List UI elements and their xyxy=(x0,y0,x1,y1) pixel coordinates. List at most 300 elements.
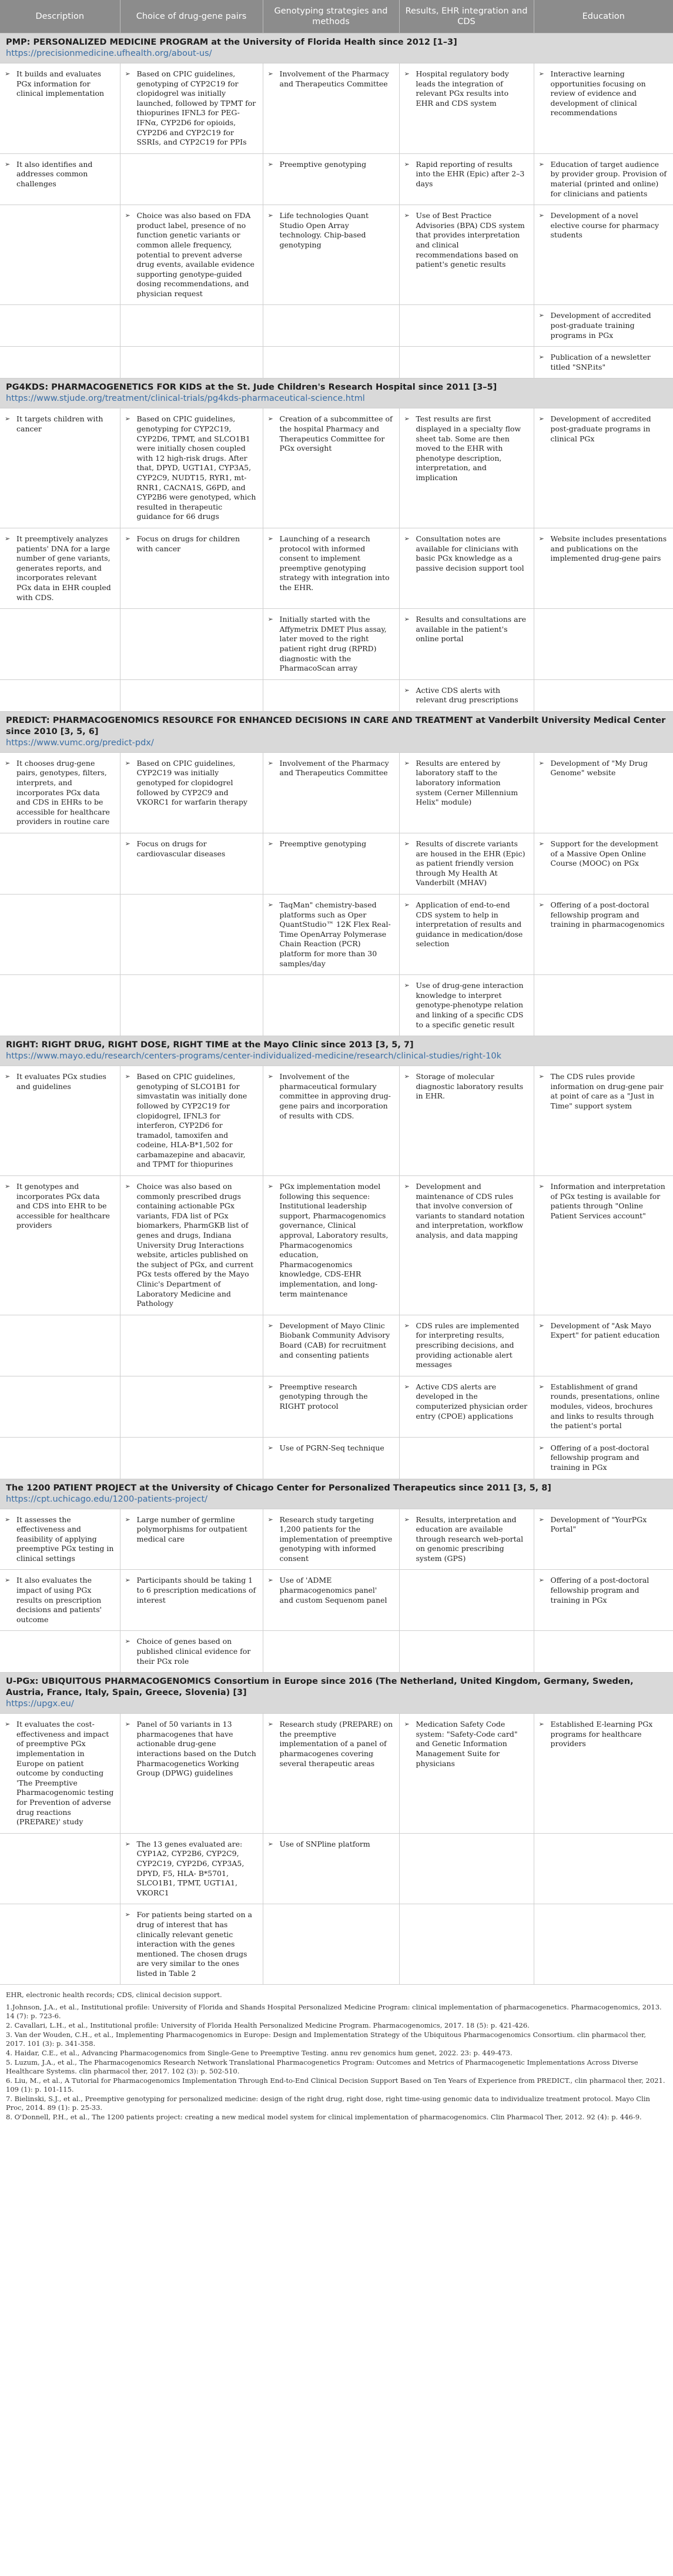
reference-item: 5. Luzum, J.A., et al., The Pharmacogenomics Research Network Translational Pharmacogenetics Program: Outcomes and Metrics of Pharmacogenetic Implementations Across Diverse Healthcare Systems. clin pharmacol ther, 2017. 102 (3): p. 502-510. xyxy=(6,2058,638,2076)
arrow-bullet-icon: ➢ xyxy=(538,840,544,848)
arrow-bullet-icon: ➢ xyxy=(125,212,130,220)
cell-genotyping xyxy=(263,1714,399,1834)
cell-results-ehr-cds xyxy=(399,1509,534,1570)
list-item xyxy=(404,900,528,949)
cell-education xyxy=(534,752,673,833)
table-row xyxy=(0,1833,673,1904)
arrow-bullet-icon: ➢ xyxy=(267,1515,273,1523)
list-item xyxy=(268,1840,393,1850)
list-item xyxy=(125,1515,257,1545)
cell-text: Research study (PREPARE) on the preemptive implementation of a panel of pharmacogenes covering several therapeutic areas xyxy=(279,1720,393,1768)
list-item xyxy=(268,69,393,89)
cell-genotyping xyxy=(263,1833,399,1904)
arrow-bullet-icon: ➢ xyxy=(267,1382,273,1391)
arrow-bullet-icon: ➢ xyxy=(538,1443,544,1452)
program-section-header xyxy=(0,1479,673,1509)
cell-drug-gene-pairs xyxy=(120,305,263,347)
table-row xyxy=(0,1066,673,1176)
cell-results-ehr-cds xyxy=(399,1066,534,1176)
list-item xyxy=(125,1182,257,1309)
cell-description xyxy=(0,1376,120,1437)
cell-drug-gene-pairs xyxy=(120,679,263,711)
cell-text: Rapid reporting of results into the EHR (Epic) after 2–3 days xyxy=(416,159,525,188)
list-item xyxy=(539,353,668,372)
list-item xyxy=(268,1382,393,1412)
list-item xyxy=(5,1515,114,1564)
reference-item: 8. O'Donnell, P.H., et al., The 1200 patients project: creating a new medical model system for clinical implementation of pharmacogenomics. Clin Pharmacol Ther, 2012. 92 (4): p. 446-9. xyxy=(6,2113,642,2122)
cell-text: Use of drug-gene interaction knowledge to interpret genotype-phenotype relation and linking of a specific CDS to a specific genetic result xyxy=(416,981,524,1029)
program-link[interactable]: https://www.vumc.org/predict-pdx/ xyxy=(6,738,154,748)
arrow-bullet-icon: ➢ xyxy=(5,1073,11,1081)
arrow-bullet-icon: ➢ xyxy=(538,353,544,361)
cell-text: Use of Best Practice Advisories (BPA) CDS system that provides interpretation and clinical recommendations based on patient's genetic results xyxy=(416,211,525,269)
table-row xyxy=(0,833,673,895)
cell-drug-gene-pairs xyxy=(120,1833,263,1904)
program-section-cell xyxy=(0,1479,673,1509)
arrow-bullet-icon: ➢ xyxy=(538,1321,544,1329)
cell-results-ehr-cds xyxy=(399,305,534,347)
cell-drug-gene-pairs xyxy=(120,205,263,305)
list-item xyxy=(268,1720,393,1768)
program-link[interactable]: https://upgx.eu/ xyxy=(6,1699,74,1709)
table-row xyxy=(0,975,673,1036)
cell-drug-gene-pairs xyxy=(120,1509,263,1570)
cell-text: Based on CPIC guidelines, genotyping of SLCO1B1 for simvastatin was initially done followed by CYP2C19 for clopidogrel, IFNL3 for interferon, CYP2D6 for tramadol, tamoxifen and codeine, HLA-B*1,502 for carbamazepine and abacavir, and TPMT for thiopurines xyxy=(136,1072,247,1169)
list-item xyxy=(539,160,668,199)
cell-text: It evaluates PGx studies and guidelines xyxy=(16,1072,106,1091)
cell-description xyxy=(0,1437,120,1479)
footnote: EHR, electronic health records; CDS, clinical decision support. xyxy=(6,1991,222,1999)
header-results-ehr-cds: Results, EHR integration and CDS xyxy=(399,0,534,34)
cell-description xyxy=(0,1904,120,1985)
list-item xyxy=(268,414,393,453)
cell-text: Establishment of grand rounds, presentations, online modules, videos, brochures and links to results through the patient's portal xyxy=(550,1382,660,1431)
cell-drug-gene-pairs xyxy=(120,1570,263,1631)
program-title: PREDICT: PHARMACOGENOMICS RESOURCE FOR ENHANCED DECISIONS IN CARE AND TREATMENT at Vanderbilt University Medical Center since 2010 [3, 5, 6] xyxy=(6,715,666,736)
cell-genotyping xyxy=(263,528,399,608)
cell-description xyxy=(0,408,120,528)
cell-text: Medication Safety Code system: "Safety-Code card" and Genetic Information Management Suite for physicians xyxy=(416,1720,518,1768)
cell-education xyxy=(534,1315,673,1376)
cell-text: Hospital regulatory body leads the integration of relevant PGx results into EHR and CDS system xyxy=(416,69,509,108)
table-row xyxy=(0,1176,673,1315)
arrow-bullet-icon: ➢ xyxy=(267,1443,273,1452)
arrow-bullet-icon: ➢ xyxy=(267,160,273,168)
arrow-bullet-icon: ➢ xyxy=(404,901,410,909)
arrow-bullet-icon: ➢ xyxy=(267,70,273,78)
arrow-bullet-icon: ➢ xyxy=(125,534,130,542)
cell-genotyping xyxy=(263,347,399,378)
cell-education xyxy=(534,975,673,1036)
table-row xyxy=(0,1315,673,1376)
list-item xyxy=(125,1072,257,1170)
cell-text: PGx implementation model following this sequence: Institutional leadership support, Pharmacogenomics governance, Clinical approval, Laboratory results, Pharmacogenomics education, Pharmacogenomics knowledge, CDS-EHR implementation, and long-term maintenance xyxy=(279,1182,389,1298)
arrow-bullet-icon: ➢ xyxy=(404,160,410,168)
cell-drug-gene-pairs xyxy=(120,609,263,680)
arrow-bullet-icon: ➢ xyxy=(404,1321,410,1329)
cell-text: Application of end-to-end CDS system to help in interpretation of results and guidance in medication/dose selection xyxy=(416,900,523,949)
arrow-bullet-icon: ➢ xyxy=(404,686,410,694)
cell-drug-gene-pairs xyxy=(120,408,263,528)
cell-genotyping xyxy=(263,1066,399,1176)
arrow-bullet-icon: ➢ xyxy=(267,1720,273,1729)
arrow-bullet-icon: ➢ xyxy=(267,759,273,767)
cell-text: It genotypes and incorporates PGx data and CDS into EHR to be accessible for healthcare providers xyxy=(16,1182,110,1230)
program-link[interactable]: https://precisionmedicine.ufhealth.org/about-us/ xyxy=(6,49,212,58)
list-item xyxy=(5,69,114,99)
list-item xyxy=(268,1443,393,1453)
cell-results-ehr-cds xyxy=(399,528,534,608)
list-item xyxy=(539,1515,668,1535)
arrow-bullet-icon: ➢ xyxy=(404,759,410,767)
cell-description xyxy=(0,528,120,608)
program-section-header xyxy=(0,1673,673,1714)
cell-text: Preemptive genotyping xyxy=(279,839,367,849)
list-item xyxy=(5,1720,114,1827)
cell-text: Panel of 50 variants in 13 pharmacogenes that have actionable drug-gene interactions based on the Dutch Pharmacogenetics Working Group (DPWG) guidelines xyxy=(136,1720,256,1778)
table-row xyxy=(0,1714,673,1834)
program-section-cell xyxy=(0,1673,673,1714)
cell-drug-gene-pairs xyxy=(120,1176,263,1315)
list-item xyxy=(404,160,528,189)
arrow-bullet-icon: ➢ xyxy=(5,160,11,168)
list-item xyxy=(125,839,257,859)
cell-education xyxy=(534,1570,673,1631)
table-row xyxy=(0,752,673,833)
cell-text: Consultation notes are available for clinicians with basic PGx knowledge as a passive decision support tool xyxy=(416,534,524,572)
cell-description xyxy=(0,679,120,711)
arrow-bullet-icon: ➢ xyxy=(267,1183,273,1191)
cell-description xyxy=(0,347,120,378)
arrow-bullet-icon: ➢ xyxy=(5,70,11,78)
list-item xyxy=(404,1182,528,1241)
cell-description xyxy=(0,1066,120,1176)
cell-text: Choice was also based on FDA product label, presence of no function genetic variants or common allele frequency, potential to prevent adverse drug events, available evidence supporting genotype-guided dosing recommendations, and physician request xyxy=(136,211,255,298)
list-item xyxy=(125,1576,257,1605)
table-row xyxy=(0,347,673,378)
cell-education xyxy=(534,528,673,608)
cell-drug-gene-pairs xyxy=(120,1437,263,1479)
cell-results-ehr-cds xyxy=(399,895,534,975)
arrow-bullet-icon: ➢ xyxy=(404,1073,410,1081)
cell-results-ehr-cds xyxy=(399,63,534,154)
cell-drug-gene-pairs xyxy=(120,63,263,154)
cell-description xyxy=(0,895,120,975)
list-item xyxy=(268,839,393,849)
cell-genotyping xyxy=(263,1315,399,1376)
cell-education xyxy=(534,1509,673,1570)
arrow-bullet-icon: ➢ xyxy=(267,1840,273,1848)
list-item xyxy=(268,759,393,778)
cell-education xyxy=(534,679,673,711)
table-row xyxy=(0,609,673,680)
list-item xyxy=(268,160,393,170)
table-header xyxy=(0,0,673,34)
cell-text: Development of "YourPGx Portal" xyxy=(550,1515,647,1534)
cell-genotyping xyxy=(263,679,399,711)
cell-education xyxy=(534,1437,673,1479)
list-item xyxy=(268,211,393,250)
header-genotyping: Genotyping strategies and methods xyxy=(263,0,399,34)
table-row xyxy=(0,895,673,975)
arrow-bullet-icon: ➢ xyxy=(404,840,410,848)
list-item xyxy=(539,1072,668,1111)
cell-text: Interactive learning opportunities focusing on review of evidence and development of clinical recommendations xyxy=(550,69,646,118)
cell-genotyping xyxy=(263,408,399,528)
arrow-bullet-icon: ➢ xyxy=(125,1515,130,1523)
list-item xyxy=(404,211,528,270)
program-section-header xyxy=(0,1036,673,1066)
reference-item: 3. Van der Wouden, C.H., et al., Implementing Pharmacogenomics in Europe: Design and Implementation Strategy of the Ubiquitous Pharmacogenomics Consortium. clin pharmacol ther, 2017. 101 (3): p. 341-358. xyxy=(6,2031,647,2048)
cell-text: Active CDS alerts with relevant drug prescriptions xyxy=(416,685,518,705)
cell-genotyping xyxy=(263,1376,399,1437)
cell-education xyxy=(534,305,673,347)
cell-text: The 13 genes evaluated are: CYP1A2, CYP2B6, CYP2C9, CYP2C19, CYP2D6, CYP3A5, DPYD, F5, HLA- B*5701, SLCO1B1, TPMT, UGT1A1, VKORC1 xyxy=(136,1839,245,1897)
list-item xyxy=(125,211,257,299)
cell-text: Information and interpretation of PGx testing is available for patients through "Online Patient Services account" xyxy=(550,1182,665,1220)
cell-results-ehr-cds xyxy=(399,1437,534,1479)
table-row xyxy=(0,408,673,528)
table-row xyxy=(0,63,673,154)
cell-text: Use of 'ADME pharmacogenomics panel' and custom Sequenom panel xyxy=(279,1576,387,1604)
arrow-bullet-icon: ➢ xyxy=(125,840,130,848)
cell-results-ehr-cds xyxy=(399,975,534,1036)
table-row xyxy=(0,1437,673,1479)
list-item xyxy=(268,615,393,674)
references-list xyxy=(6,2003,667,2122)
cell-text: Development of Mayo Clinic Biobank Community Advisory Board (CAB) for recruitment and consenting patients xyxy=(279,1321,390,1359)
list-item xyxy=(125,1637,257,1666)
cell-text: Use of SNPline platform xyxy=(279,1839,370,1848)
program-title: PG4KDS: PHARMACOGENETICS FOR KIDS at the St. Jude Children's Research Hospital since 2011 [3–5] xyxy=(6,383,497,393)
arrow-bullet-icon: ➢ xyxy=(538,160,544,168)
cell-genotyping xyxy=(263,1570,399,1631)
cell-text: Development of accredited post-graduate programs in clinical PGx xyxy=(550,414,651,443)
table-row xyxy=(0,1631,673,1673)
cell-education xyxy=(534,1904,673,1985)
cell-text: Use of PGRN-Seq technique xyxy=(279,1443,384,1452)
program-section-header xyxy=(0,711,673,752)
cell-drug-gene-pairs xyxy=(120,1904,263,1985)
list-item xyxy=(5,759,114,827)
table-row xyxy=(0,205,673,305)
cell-genotyping xyxy=(263,1176,399,1315)
cell-results-ehr-cds xyxy=(399,1631,534,1673)
arrow-bullet-icon: ➢ xyxy=(5,415,11,423)
list-item xyxy=(268,1072,393,1121)
arrow-bullet-icon: ➢ xyxy=(538,70,544,78)
list-item xyxy=(5,534,114,602)
list-item xyxy=(539,1720,668,1749)
cell-drug-gene-pairs xyxy=(120,1631,263,1673)
cell-description xyxy=(0,833,120,895)
cell-drug-gene-pairs xyxy=(120,153,263,205)
cell-education xyxy=(534,609,673,680)
cell-genotyping xyxy=(263,1509,399,1570)
table-row xyxy=(0,1509,673,1570)
list-item xyxy=(5,160,114,189)
arrow-bullet-icon: ➢ xyxy=(404,1183,410,1191)
list-item xyxy=(404,686,528,705)
list-item xyxy=(268,1321,393,1360)
list-item xyxy=(539,1382,668,1431)
cell-results-ehr-cds xyxy=(399,1176,534,1315)
cell-text: Involvement of the Pharmacy and Therapeutics Committee xyxy=(279,69,389,88)
cell-education xyxy=(534,408,673,528)
list-item xyxy=(539,414,668,444)
cell-text: Based on CPIC guidelines, CYP2C19 was initially genotyped for clopidogrel followed by CYP2C9 and VKORC1 for warfarin therapy xyxy=(136,758,247,807)
cell-text: Participants should be taking 1 to 6 prescription medications of interest xyxy=(136,1576,256,1604)
cell-genotyping xyxy=(263,1631,399,1673)
cell-text: Established E-learning PGx programs for healthcare providers xyxy=(550,1720,653,1748)
list-item xyxy=(5,414,114,434)
arrow-bullet-icon: ➢ xyxy=(538,415,544,423)
cell-text: Results and consultations are available in the patient's online portal xyxy=(416,615,526,644)
program-link[interactable]: https://cpt.uchicago.edu/1200-patients-project/ xyxy=(6,1494,208,1504)
arrow-bullet-icon: ➢ xyxy=(538,1576,544,1585)
cell-text: Life technologies Quant Studio Open Array technology. Chip-based genotyping xyxy=(279,211,369,249)
program-section-cell xyxy=(0,378,673,408)
list-item xyxy=(404,69,528,108)
list-item xyxy=(268,1515,393,1564)
cell-education xyxy=(534,153,673,205)
arrow-bullet-icon: ➢ xyxy=(267,534,273,542)
list-item xyxy=(125,414,257,522)
cell-text: Creation of a subcommittee of the hospital Pharmacy and Therapeutics Committee for PGx oversight xyxy=(279,414,393,453)
arrow-bullet-icon: ➢ xyxy=(538,212,544,220)
list-item xyxy=(5,1072,114,1091)
cell-description xyxy=(0,153,120,205)
cell-drug-gene-pairs xyxy=(120,975,263,1036)
arrow-bullet-icon: ➢ xyxy=(267,615,273,624)
cell-description xyxy=(0,205,120,305)
cell-text: Focus on drugs for children with cancer xyxy=(136,534,240,553)
cell-text: Publication of a newsletter titled "SNP.its" xyxy=(550,353,651,371)
list-item xyxy=(404,1321,528,1370)
arrow-bullet-icon: ➢ xyxy=(5,1576,11,1585)
cell-genotyping xyxy=(263,1904,399,1985)
list-item xyxy=(125,759,257,808)
list-item xyxy=(268,1576,393,1605)
list-item xyxy=(404,534,528,573)
arrow-bullet-icon: ➢ xyxy=(267,1321,273,1329)
program-section-cell xyxy=(0,711,673,752)
cell-text: Website includes presentations and publications on the implemented drug-gene pairs xyxy=(550,534,667,563)
cell-text: Based on CPIC guidelines, genotyping for CYP2C19, CYP2D6, TPMT, and SLCO1B1 were initially chosen coupled with 12 high-risk drugs. After that, DPYD, UGT1A1, CYP3A5, CYP2C9, NUDT15, RYR1, mt-RNR1, CACNA1S, G6PD, and CYP2B6 were genotyped, which resulted in therapeutic guidance for 66 drugs xyxy=(136,414,256,521)
cell-education xyxy=(534,1066,673,1176)
list-item xyxy=(125,1840,257,1898)
list-item xyxy=(404,759,528,808)
table-row xyxy=(0,1570,673,1631)
cell-text: It targets children with cancer xyxy=(16,414,103,434)
list-item xyxy=(125,1720,257,1778)
cell-genotyping xyxy=(263,153,399,205)
table-row xyxy=(0,305,673,347)
arrow-bullet-icon: ➢ xyxy=(404,415,410,423)
cell-results-ehr-cds xyxy=(399,1714,534,1834)
list-item xyxy=(404,1382,528,1421)
list-item xyxy=(268,534,393,593)
arrow-bullet-icon: ➢ xyxy=(125,1911,130,1919)
reference-item: 2. Cavallari, L.H., et al., Institutional profile: University of Florida Health Personalized Medicine Program. Pharmacogenomics, 2017. 18 (5): p. 421-426. xyxy=(6,2021,530,2030)
cell-results-ehr-cds xyxy=(399,1315,534,1376)
cell-results-ehr-cds xyxy=(399,609,534,680)
list-item xyxy=(125,1910,257,1978)
arrow-bullet-icon: ➢ xyxy=(267,901,273,909)
reference-item: 7. Bielinski, S.J., et al., Preemptive genotyping for personalized medicine: design of the right drug, right dose, right time-using genomic data to individualize treatment protocol. Mayo Clin Proc, 2014. 89 (1): p. 25-33. xyxy=(6,2095,650,2112)
program-link[interactable]: https://www.mayo.edu/research/centers-programs/center-individualized-medicine/research/clinical-studies/right-10k xyxy=(6,1051,501,1061)
list-item xyxy=(539,1182,668,1221)
cell-description xyxy=(0,752,120,833)
cell-text: The CDS rules provide information on drug-gene pair at point of care as a "Just in Time" support system xyxy=(550,1072,664,1110)
cell-description xyxy=(0,1509,120,1570)
program-title: RIGHT: RIGHT DRUG, RIGHT DOSE, RIGHT TIME at the Mayo Clinic since 2013 [3, 5, 7] xyxy=(6,1040,414,1050)
arrow-bullet-icon: ➢ xyxy=(125,1183,130,1191)
arrow-bullet-icon: ➢ xyxy=(404,982,410,990)
table-body xyxy=(0,34,673,1985)
cell-genotyping xyxy=(263,205,399,305)
cell-genotyping xyxy=(263,305,399,347)
program-title: The 1200 PATIENT PROJECT at the University of Chicago Center for Personalized Therapeutics since 2011 [3, 5, 8] xyxy=(6,1483,551,1493)
program-title: U-PGx: UBIQUITOUS PHARMACOGENOMICS Consortium in Europe since 2016 (The Netherland, United Kingdom, Germany, Sweden, Austria, France, Italy, Spain, Greece, Slovenia) [3] xyxy=(6,1677,634,1698)
cell-description xyxy=(0,1176,120,1315)
cell-text: Focus on drugs for cardiovascular diseases xyxy=(136,839,226,858)
cell-text: Offering of a post-doctoral fellowship program and training in PGx xyxy=(550,1443,649,1472)
cell-drug-gene-pairs xyxy=(120,347,263,378)
list-item xyxy=(539,211,668,240)
cell-text: Test results are first displayed in a specialty flow sheet tab. Some are then moved to the EHR with phenotype description, interpretation, and implication xyxy=(416,414,521,482)
program-link[interactable]: https://www.stjude.org/treatment/clinical-trials/pg4kds-pharmaceutical-science.html xyxy=(6,394,365,404)
cell-genotyping xyxy=(263,895,399,975)
reference-item: 6. Liu, M., et al., A Tutorial for Pharmacogenomics Implementation Through End-to-End Clinical Decision Support Based on Ten Years of Experience from PREDICT., clin pharmacol ther, 2021. 109 (1): p. 101-115. xyxy=(6,2076,665,2094)
arrow-bullet-icon: ➢ xyxy=(404,70,410,78)
cell-description xyxy=(0,305,120,347)
cell-description xyxy=(0,1315,120,1376)
arrow-bullet-icon: ➢ xyxy=(538,1073,544,1081)
list-item xyxy=(125,69,257,148)
cell-text: Choice of genes based on published clinical evidence for their PGx role xyxy=(136,1637,251,1666)
cell-drug-gene-pairs xyxy=(120,1315,263,1376)
table-row xyxy=(0,1376,673,1437)
list-item xyxy=(539,534,668,564)
cell-text: CDS rules are implemented for interpreting results, prescribing decisions, and providing actionable alert messages xyxy=(416,1321,520,1369)
cell-genotyping xyxy=(263,752,399,833)
arrow-bullet-icon: ➢ xyxy=(538,1515,544,1523)
cell-education xyxy=(534,205,673,305)
table-row xyxy=(0,153,673,205)
cell-education xyxy=(534,1631,673,1673)
list-item xyxy=(404,615,528,644)
arrow-bullet-icon: ➢ xyxy=(5,1720,11,1729)
cell-results-ehr-cds xyxy=(399,1570,534,1631)
cell-results-ehr-cds xyxy=(399,408,534,528)
list-item xyxy=(125,534,257,554)
cell-results-ehr-cds xyxy=(399,1833,534,1904)
list-item xyxy=(404,414,528,483)
table-notes xyxy=(0,1985,673,2122)
cell-education xyxy=(534,347,673,378)
arrow-bullet-icon: ➢ xyxy=(125,1073,130,1081)
list-item xyxy=(404,839,528,888)
cell-text: Development and maintenance of CDS rules that involve conversion of variants to standard notation and interpretation, workflow analysis, and data mapping xyxy=(416,1182,525,1240)
cell-education xyxy=(534,1376,673,1437)
list-item xyxy=(539,1576,668,1605)
cell-text: Development of a novel elective course for pharmacy students xyxy=(550,211,659,240)
cell-genotyping xyxy=(263,833,399,895)
list-item xyxy=(5,1576,114,1624)
arrow-bullet-icon: ➢ xyxy=(538,1183,544,1191)
cell-education xyxy=(534,895,673,975)
